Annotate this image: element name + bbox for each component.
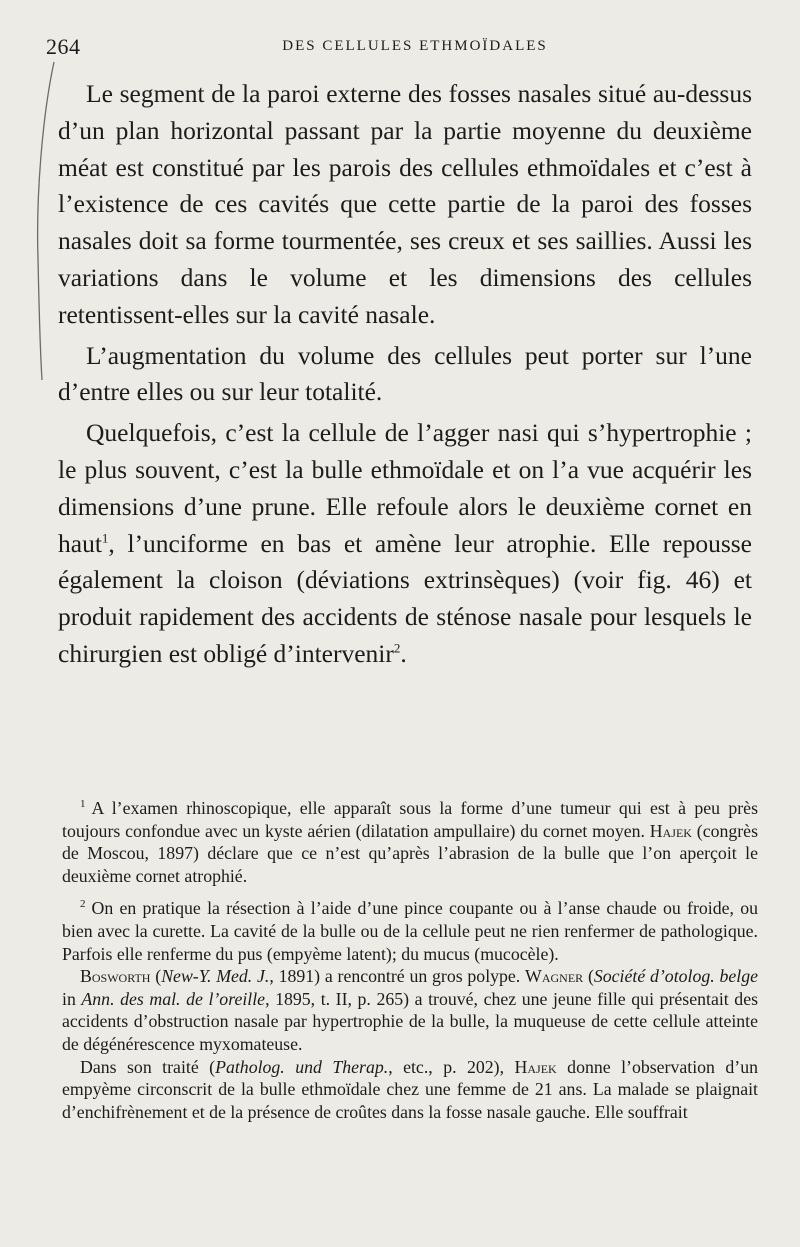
fn3-text-a: ( [150, 966, 162, 987]
footnote-2-paragraph-2 [62, 965, 758, 1055]
footnote-1-text-a: A l’examen rhinoscopique, elle apparaît sous la forme d’une tumeur qui est à peu près toujours confondue avec un kyste aérien (dilatation ampullaire) du cornet moyen. [62, 798, 758, 841]
paragraph-3 [58, 415, 752, 673]
margin-pencil-mark [28, 58, 58, 388]
footnote-2 [62, 897, 758, 965]
fn4-text-b: , etc., p. 202), [388, 1056, 515, 1077]
running-title: DES CELLULES ETHMOÏDALES [282, 38, 548, 54]
author-wagner: Wagner [525, 966, 584, 987]
footnote-ref-2: 2 [393, 640, 401, 656]
fn3-text-d: in [62, 988, 82, 1009]
fn4-text-a: Dans son traité ( [80, 1056, 216, 1077]
paragraph-2-text: L’augmentation du volume des cellules peut porter sur l’une d’entre elles ou sur leur totalité. [58, 340, 752, 407]
author-bosworth: Bosworth [80, 966, 151, 987]
footnote-1-text-b: (congrès de Moscou, 1897) déclare que ce n’est qu’après l’abrasion de la bulle que l’on aperçoit le deuxième cornet atrophié. [62, 820, 758, 886]
footnote-2-mark: 2 [80, 898, 86, 911]
paragraph-2 [58, 338, 752, 412]
fn3-text-e: , 1895, t. II, p. 265) a trouvé, chez une jeune fille qui présentait des accidents d’obstruction nasale par hypertrophie de la bulle, la muqueuse de cette cellule atteinte de dégénérescence myxomateuse. [62, 988, 759, 1054]
footnote-2-paragraph-3 [62, 1056, 758, 1124]
footnotes [62, 797, 758, 1123]
paragraph-1 [58, 76, 752, 334]
fn3-text-b: , 1891) a rencontré un gros polype. [269, 966, 526, 987]
fn4-text-c: donne l’observation d’un empyème circonscrit de la bulle ethmoïdale chez une femme de 21 ans. La malade se plaignait d’enchifrènement et de la présence de croûtes dans la fosse nasale gauche. Elle souffrait [62, 1056, 758, 1122]
paragraph-1-text: Le segment de la paroi externe des fosses nasales situé au-dessus d’un plan horizontal passant par la partie moyenne du deuxième méat est constitué par les parois des cellules ethmoïdales et c’est à l’existence de ces cavités que cette partie de la paroi des fosses nasales doit sa forme tourmentée, ses creux et ses saillies. Aussi les variations dans le volume et les dimensions des cellules retentissent-elles sur la cavité nasale. [58, 79, 752, 329]
journal-ann-mal-oreille: Ann. des mal. de l’oreille [81, 988, 266, 1009]
author-hajek: Hajek [514, 1056, 557, 1077]
footnote-1-mark: 1 [80, 798, 86, 811]
footnote-1 [62, 797, 758, 887]
paragraph-3-text-a: Quelquefois, c’est la cellule de l’agger nasi qui s’hypertrophie ; le plus souvent, c’est la bulle ethmoïdale et on l’a vue acquérir les dimensions d’une prune. Elle refoule alors le deuxième cornet en haut [58, 418, 752, 558]
paragraph-3-text-b: , l’unciforme en bas et amène leur atrophie. Elle repousse également la cloison (déviations extrinsèques) (voir fig. 46) et produit rapidement des accidents de sténose nasale pour lesquels le chirurgien est obligé d’intervenir [58, 528, 752, 668]
footnote-ref-1: 1 [101, 530, 109, 546]
journal-ny-med: New-Y. Med. J. [161, 966, 270, 987]
fn3-text-c: ( [583, 966, 594, 987]
journal-societe-otolog: Société d’otolog. belge [593, 966, 758, 987]
main-text [58, 76, 752, 673]
paragraph-3-text-c: . [400, 638, 407, 668]
journal-patholog-therap: Patholog. und Therap. [215, 1056, 389, 1077]
page-number: 264 [46, 34, 81, 59]
footnote-1-author: Hajek [649, 820, 692, 841]
footnote-2-text: On en pratique la résection à l’aide d’une pince coupante ou à l’anse chaude ou froide, ou bien avec la curette. La cavité de la bulle ou de la cellule peut ne rien renfermer de pathologique. Parfois elle renferme du pus (empyème latent); du mucus (mucocèle). [62, 898, 758, 964]
